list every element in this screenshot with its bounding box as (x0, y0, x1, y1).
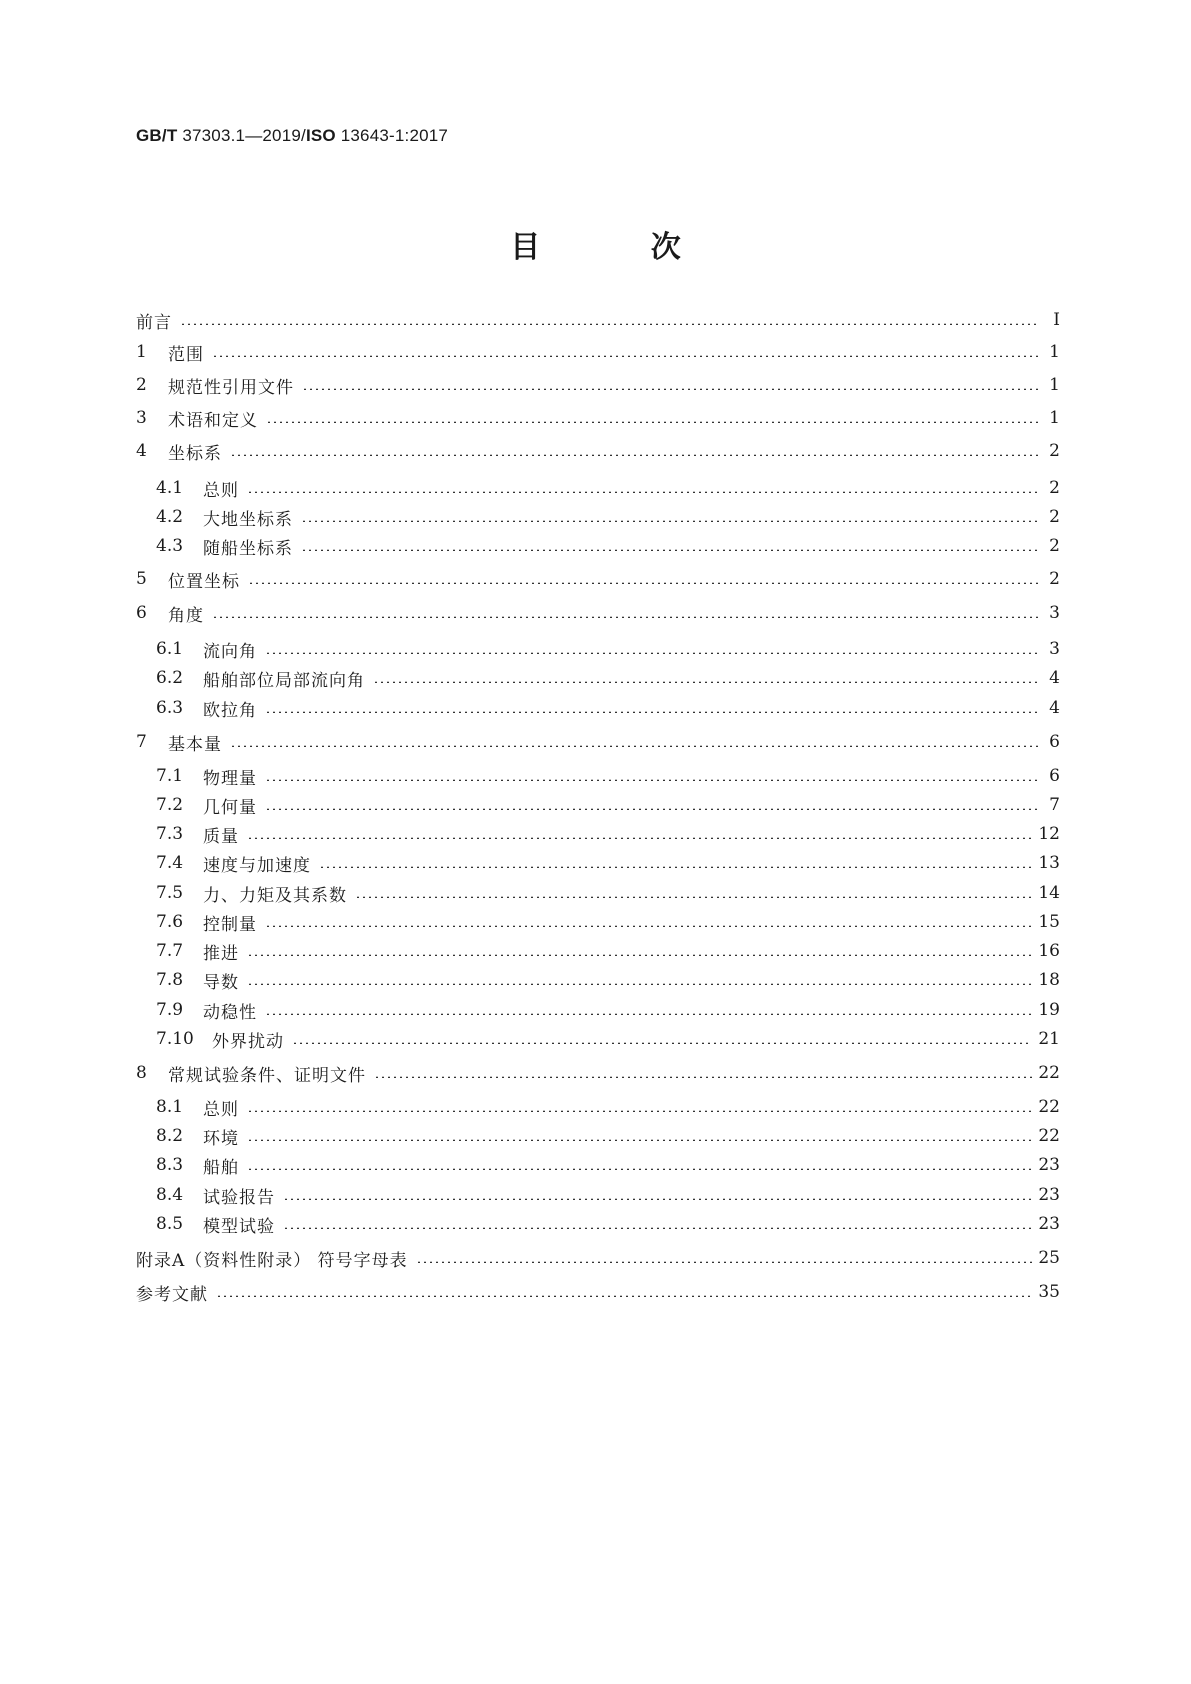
toc-dot-leader (265, 808, 1038, 810)
toc-entry[interactable] (156, 762, 1060, 790)
toc-entry[interactable] (156, 1093, 1060, 1121)
toc-entry-title: 船舶 (203, 1157, 239, 1178)
toc-entry-page: 2 (1049, 507, 1060, 527)
toc-entry-title: 位置坐标 (168, 571, 240, 592)
toc-entry-number: 1 (136, 342, 147, 362)
toc-dot-leader (283, 1198, 1032, 1200)
toc-entry[interactable] (156, 1025, 1060, 1053)
toc-entry-page: 16 (1038, 941, 1060, 961)
toc-entry[interactable] (156, 503, 1060, 531)
toc-entry-title: 前言 (136, 312, 172, 333)
toc-entry-page: 22 (1038, 1063, 1060, 1083)
toc-entry-title: 船舶部位局部流向角 (203, 670, 365, 691)
toc-entry-page: 22 (1038, 1097, 1060, 1117)
toc-entry[interactable] (136, 1278, 1060, 1306)
toc-entry-page: 2 (1049, 441, 1060, 461)
toc-entry-page: 1 (1049, 408, 1060, 428)
toc-entry[interactable] (136, 565, 1060, 593)
toc-entry-title: 模型试验 (203, 1216, 275, 1237)
toc-entry-number: 7.9 (156, 1000, 184, 1020)
toc-entry-number: 6.1 (156, 639, 184, 659)
toc-entry-title: 术语和定义 (168, 410, 258, 431)
toc-dot-leader (355, 896, 1032, 898)
toc-entry[interactable] (156, 694, 1060, 722)
toc-entry-number: 4.3 (156, 536, 184, 556)
toc-entry-page: 25 (1038, 1248, 1060, 1268)
toc-entry[interactable] (156, 1151, 1060, 1179)
toc-entry-number: 7.2 (156, 795, 184, 815)
toc-dot-leader (247, 1168, 1032, 1170)
toc-entry-title: 总则 (203, 480, 239, 501)
toc-entry-page: 18 (1038, 970, 1060, 990)
toc-entry-page: 15 (1038, 912, 1060, 932)
toc-entry[interactable] (156, 937, 1060, 965)
toc-dot-leader (212, 616, 1038, 618)
toc-entry-title: 推进 (203, 943, 239, 964)
toc-dot-leader (265, 711, 1038, 713)
toc-dot-leader (266, 421, 1038, 423)
toc-dot-leader (265, 779, 1038, 781)
toc-entry-title: 几何量 (203, 797, 257, 818)
toc-entry-number: 2 (136, 375, 147, 395)
toc-entry-page: 4 (1049, 668, 1060, 688)
toc-entry-number: 7.8 (156, 970, 184, 990)
toc-entry[interactable] (156, 664, 1060, 692)
toc-entry[interactable] (136, 306, 1060, 334)
toc-entry[interactable] (136, 371, 1060, 399)
toc-entry-number: 5 (136, 569, 147, 589)
toc-dot-leader (265, 1013, 1032, 1015)
header-iso: ISO (305, 126, 336, 145)
toc-dot-leader (247, 491, 1038, 493)
toc-entry-number: 7.1 (156, 766, 184, 786)
toc-dot-leader (180, 323, 1038, 325)
toc-entry-page: 22 (1038, 1126, 1060, 1146)
toc-entry[interactable] (156, 879, 1060, 907)
toc-entry-number: 4.1 (156, 478, 184, 498)
toc-entry-title: 动稳性 (203, 1002, 257, 1023)
toc-entry[interactable] (156, 1181, 1060, 1209)
toc-entry[interactable] (156, 474, 1060, 502)
toc-entry-page: 14 (1038, 883, 1060, 903)
toc-entry[interactable] (156, 635, 1060, 663)
toc-dot-leader (247, 954, 1032, 956)
toc-entry-number: 7.5 (156, 883, 184, 903)
toc-dot-leader (301, 520, 1038, 522)
toc-entry-page: 3 (1049, 639, 1060, 659)
toc-entry-page: 12 (1038, 824, 1060, 844)
toc-entry-title: 力、力矩及其系数 (203, 885, 347, 906)
toc-dot-leader (216, 1295, 1032, 1297)
toc-dot-leader (301, 549, 1038, 551)
toc-entry[interactable] (156, 1122, 1060, 1150)
toc-entry-number: 7.7 (156, 941, 184, 961)
table-of-contents (136, 0, 1060, 1684)
toc-dot-leader (283, 1227, 1032, 1229)
toc-entry-title: 基本量 (168, 734, 222, 755)
toc-entry-page: 7 (1049, 795, 1060, 815)
toc-entry-page: 23 (1038, 1155, 1060, 1175)
toc-entry-page: 13 (1038, 853, 1060, 873)
toc-entry-number: 8 (136, 1063, 147, 1083)
toc-entry-number: 7.3 (156, 824, 184, 844)
toc-dot-leader (265, 652, 1038, 654)
toc-entry-number: 8.1 (156, 1097, 184, 1117)
toc-entry-page: 2 (1049, 536, 1060, 556)
toc-dot-leader (292, 1042, 1032, 1044)
toc-entry-page: 35 (1038, 1282, 1060, 1302)
toc-entry[interactable] (156, 791, 1060, 819)
toc-entry[interactable] (156, 849, 1060, 877)
toc-dot-leader (265, 925, 1032, 927)
toc-dot-leader (319, 866, 1032, 868)
toc-dot-leader (247, 837, 1032, 839)
toc-entry-number: 3 (136, 408, 147, 428)
toc-entry-page: 21 (1038, 1029, 1060, 1049)
toc-entry-title: 随船坐标系 (203, 538, 293, 559)
header-iso-number: 13643-1:2017 (335, 126, 449, 145)
toc-entry-number: 6.3 (156, 698, 184, 718)
toc-dot-leader (247, 1139, 1032, 1141)
toc-entry-number: 7.10 (156, 1029, 194, 1049)
toc-dot-leader (374, 1076, 1032, 1078)
toc-entry-title: 欧拉角 (203, 700, 257, 721)
toc-entry-page: 2 (1049, 478, 1060, 498)
toc-dot-leader (230, 454, 1038, 456)
toc-entry-number: 7.4 (156, 853, 184, 873)
toc-entry[interactable] (156, 996, 1060, 1024)
toc-entry[interactable] (136, 338, 1060, 366)
toc-dot-leader (247, 1110, 1032, 1112)
toc-entry-title: 坐标系 (168, 443, 222, 464)
toc-entry-number: 8.2 (156, 1126, 184, 1146)
toc-entry-title: 控制量 (203, 914, 257, 935)
toc-dot-leader (302, 388, 1038, 390)
header-number: 37303.1—2019/ (177, 126, 306, 145)
toc-dot-leader (212, 355, 1038, 357)
toc-entry-page: Ⅰ (1053, 310, 1060, 330)
toc-entry-number: 6 (136, 603, 147, 623)
toc-entry-title: 附录A（资料性附录） 符号字母表 (136, 1250, 408, 1271)
header-gbt: GB/T (136, 126, 178, 145)
toc-entry-page: 4 (1049, 698, 1060, 718)
toc-entry-title: 速度与加速度 (203, 855, 311, 876)
toc-dot-leader (230, 745, 1038, 747)
toc-entry[interactable] (156, 966, 1060, 994)
toc-entry[interactable] (156, 908, 1060, 936)
toc-title: 目 次 (510, 230, 731, 265)
toc-entry-title: 角度 (168, 605, 204, 626)
toc-entry-title: 导数 (203, 972, 239, 993)
toc-entry-page: 2 (1049, 569, 1060, 589)
toc-entry-title: 大地坐标系 (203, 509, 293, 530)
toc-dot-leader (416, 1261, 1033, 1263)
toc-entry-title: 外界扰动 (212, 1031, 284, 1052)
toc-entry-title: 质量 (203, 826, 239, 847)
toc-entry[interactable] (136, 1059, 1060, 1087)
toc-entry-title: 环境 (203, 1128, 239, 1149)
toc-entry-number: 8.5 (156, 1214, 184, 1234)
toc-entry-page: 1 (1049, 342, 1060, 362)
toc-entry-title: 规范性引用文件 (168, 377, 294, 398)
toc-entry-page: 6 (1049, 766, 1060, 786)
toc-entry[interactable] (156, 820, 1060, 848)
toc-entry-title: 参考文献 (136, 1284, 208, 1305)
toc-dot-leader (247, 983, 1032, 985)
toc-entry[interactable] (136, 404, 1060, 432)
toc-entry-number: 7 (136, 732, 147, 752)
toc-entry[interactable] (136, 1244, 1060, 1272)
toc-entry-number: 8.3 (156, 1155, 184, 1175)
toc-entry[interactable] (136, 599, 1060, 627)
toc-entry-title: 总则 (203, 1099, 239, 1120)
toc-entry-title: 流向角 (203, 641, 257, 662)
toc-dot-leader (248, 582, 1038, 584)
toc-entry-page: 1 (1049, 375, 1060, 395)
toc-entry[interactable] (136, 728, 1060, 756)
toc-entry-page: 23 (1038, 1185, 1060, 1205)
toc-entry-title: 常规试验条件、证明文件 (168, 1065, 366, 1086)
toc-entry[interactable] (156, 1210, 1060, 1238)
toc-entry[interactable] (136, 437, 1060, 465)
toc-entry-number: 7.6 (156, 912, 184, 932)
toc-dot-leader (373, 681, 1038, 683)
toc-entry[interactable] (156, 532, 1060, 560)
toc-entry-number: 4 (136, 441, 147, 461)
toc-entry-title: 物理量 (203, 768, 257, 789)
toc-entry-title: 试验报告 (203, 1187, 275, 1208)
toc-entry-number: 8.4 (156, 1185, 184, 1205)
toc-entry-page: 6 (1049, 732, 1060, 752)
toc-entry-title: 范围 (168, 344, 204, 365)
toc-entry-number: 4.2 (156, 507, 184, 527)
toc-entry-page: 23 (1038, 1214, 1060, 1234)
toc-entry-number: 6.2 (156, 668, 184, 688)
toc-entry-page: 19 (1038, 1000, 1060, 1020)
toc-entry-page: 3 (1049, 603, 1060, 623)
